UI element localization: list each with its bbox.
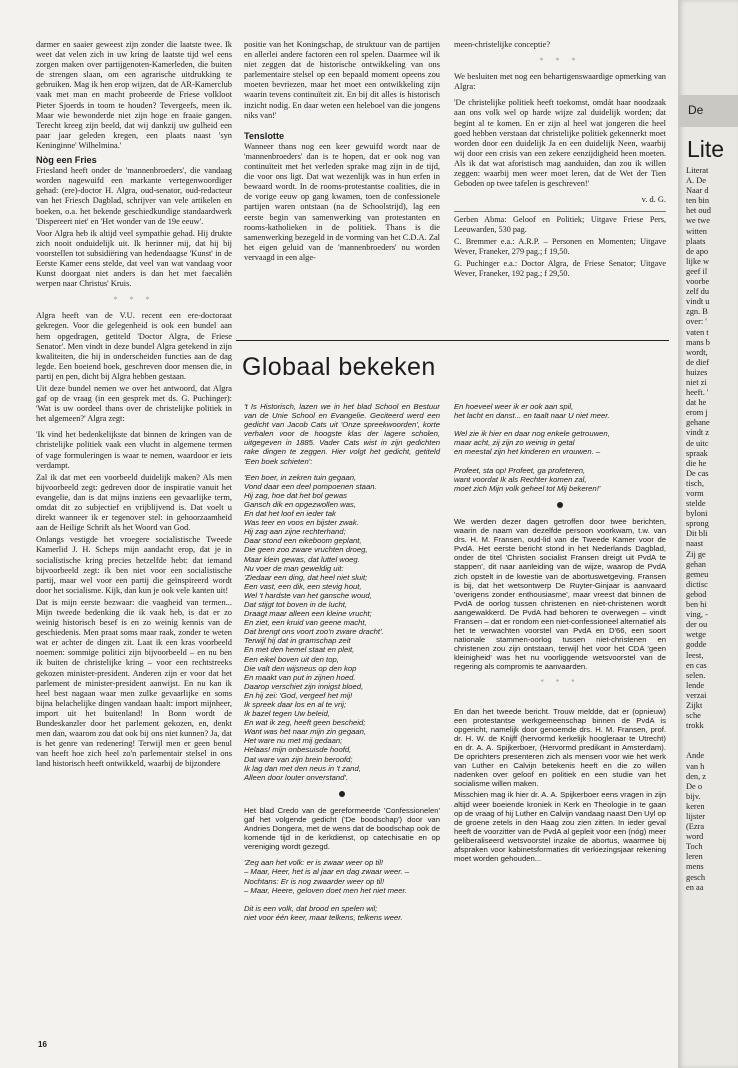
text-line: En wat ik zeg, heeft geen bescheid;	[244, 718, 366, 728]
text-line: zgn. B	[686, 307, 708, 317]
text-line: Dit bli	[686, 529, 708, 539]
text-line: En hij zei: 'God, vergeef het mij!	[244, 690, 353, 700]
text-line: de dief	[686, 357, 710, 367]
text-line: Een eikel boven uit den top,	[244, 654, 339, 664]
text-line: over: '	[686, 317, 707, 327]
text-line: Dit is een volk, dat brood en spelen wil;	[244, 903, 378, 913]
text-line: de apo	[686, 246, 709, 256]
text-line: godde	[686, 640, 707, 650]
text-line: ten bin	[686, 196, 710, 206]
text-line: En ziet, een kruid van geene macht,	[244, 618, 367, 628]
text-line: Ik lag dan met den neus in 't zand,	[244, 763, 361, 773]
text-line: Dat stijgt tot boven in de lucht,	[244, 599, 347, 609]
text-line: gehan	[686, 559, 706, 569]
text-line: Hij zag aan zijne rechterhand;	[244, 527, 346, 537]
text-line: niet zi	[686, 377, 707, 387]
text-line: Toch	[686, 842, 703, 852]
text-line: Zijkt	[686, 700, 703, 710]
text-line: en cas	[686, 660, 707, 670]
text-line: Wel 't hardste van het gansche woud,	[244, 590, 372, 600]
text-line: geef il	[686, 266, 708, 276]
text-line: De cas	[686, 468, 709, 478]
text-line: vorm	[686, 489, 704, 498]
text-line: sprong	[686, 519, 709, 529]
text-line: 'Zeg aan het volk: er is zwaar weer op til!	[244, 858, 384, 868]
paragraph: meen-christelijke conceptie?	[454, 40, 551, 49]
text-line: ben hi	[686, 600, 707, 610]
text-line: leest,	[686, 650, 704, 660]
text-line: heeft. '	[686, 388, 709, 398]
text-line: wordt,	[686, 347, 708, 357]
text-line: Een vast, een dik, een stevig hout,	[244, 581, 362, 591]
paragraph: Uit deze bundel nemen we over het antwoord, dat Algra gaf op de vraag (in een gesprek met ds. G. Puchinger): 'Wat is uw oordeel thans over de christelijke politiek in het algemeen?' Algra zegt:	[36, 384, 232, 424]
box-column-left	[244, 402, 440, 922]
text-line: A. De	[686, 176, 707, 186]
text-line: 'Een boer, in zekren tuin gegaan,	[244, 472, 357, 482]
reference: G. Puchinger e.a.: Doctor Algra, de Friese Senator; Uitgave Wever, Franeker, 192 pag.; f 29,50.	[454, 259, 666, 279]
section-band	[678, 95, 738, 127]
subheading-nog-een-fries: Nòg een Fries	[36, 155, 97, 166]
section-divider: * * *	[540, 677, 580, 687]
text-line: Hij zag, hoe dat het bol gewas	[244, 490, 347, 500]
box-column-right	[454, 402, 666, 865]
box-header	[236, 340, 669, 391]
text-line: voorbe	[686, 277, 710, 287]
text-line: van h	[686, 761, 705, 771]
text-line: stelde	[686, 499, 706, 509]
text-line: Die valt den wijsneus op den kop	[244, 663, 357, 673]
paragraph: We werden dezer dagen getroffen door twee berichten, waarin de naam van dezelfde persoon voorkwam, t.w. van drs. H. M. Fransen, oud-lid van de Tweede Kamer voor de PvdA. Het eerste bericht stond in het Nederlands Dagblad, onder de titel 'Christen socialist Fransen dreigt uit PvdA te stappen', dit naar aanleiding van de wijze, waarop de PvdA zich opstelt in de kwestie van de abortuswetgeving. Fransen is bij, dat het wetsontwerp De Ruyter-Ginjaar is aanvaard 'overigens zonder enthousiasme', maar vreest dat binnen de PvdA de oorlog tussen christenen en niet-christenen wordt aangewakkerd. De PvdA had behoren te overwegen – vindt Fransen – dat er rondom een niet-confessioneel alternatief als het te verwachten voorstel van PvdA en D'66, een soort nationale stammen-oorlog tussen niet-christenen en christenen zou zijn ontstaan, terwijl het voor het CDA 'geen kleinigheid' was het nu voorliggende wetsvoorstel van de regering als compromis te aanvaarden.	[454, 516, 666, 672]
text-line: Daar stond een eikeboom geplant,	[244, 536, 362, 546]
text-line	[686, 731, 738, 741]
text-line: – Maar, Heere, geloven doet men het niet meer.	[244, 885, 407, 895]
text-line: En maakt van put in zijnen hoed.	[244, 672, 356, 682]
text-line: we twe	[686, 216, 710, 226]
text-line: De o	[686, 781, 703, 791]
text-line: Alleen door louter onverstand'.	[244, 772, 349, 782]
text-line: Profeet, sta op! Profeet, ga profeteren,	[454, 465, 586, 475]
text-line: plaats	[686, 236, 706, 246]
text-line: lende	[686, 680, 705, 690]
text-line: Nu voer de man geweldig uit:	[244, 563, 344, 573]
text-line: zelf du	[686, 287, 710, 297]
text-line: Was teer en voos en bijster zwak.	[244, 518, 359, 528]
section-divider: * * *	[539, 56, 581, 66]
column-1	[36, 40, 232, 771]
text-line: bijv.	[686, 791, 701, 801]
text-line: gesch	[686, 872, 706, 882]
paragraph: Voor Algra heb ik altijd veel sympathie gehad. Hij drukte zich nooit onduidelijk uit. Ik herinner mij, dat hij bij voorstellen tot subsidiëring van hedendaagse 'Kunst' in de Eerste Kamer eens stelde, dat veel van wat vandaag voor Kunst doorgaat niet anders is dan het met faecaliën werpen naar Christus' Kruis.	[36, 228, 232, 289]
text-line: erom j	[686, 408, 708, 418]
column-2	[244, 40, 440, 265]
paragraph: 't Is Historisch, lazen we in het blad School en Bestuur van de Unie School en Evangelie. Geciteerd werd een gedicht van Jacob Cats uit 'Onze spreekwoorden', korte verhalen voor de hoogste klas der lagere scholen, uitgegeven in 1885. Vader Cats wist in zijn gedichten rake dingen te zeggen. Hier volgt het gedicht, getiteld 'Een boek schieten':	[244, 402, 440, 466]
page-number: 16	[38, 1040, 47, 1049]
text-line: Maar klein gewas, dat luttel woeg.	[244, 554, 360, 564]
text-line: want voordat Ik als Rechter komen zal,	[454, 474, 587, 484]
text-line: Draagt maar alleen een kleine vrucht;	[244, 609, 372, 619]
text-line: gebod	[686, 589, 707, 599]
text-line: byloni	[686, 509, 708, 519]
text-line: En hoeveel weer ik er ook aan spil,	[454, 402, 574, 411]
quote: 'De christelijke politiek heeft toekomst, omdát haar noodzaak aan ons volk wel op harde wijze zal duidelijk worden; dat begint al te komen. En er zijn al heel wat jongeren die heel goed hebben verstaan dat christelijke politiek gekennerkt moet worden door een duidelijk Ja en een duidelijk Neen, waarbij wij door een crisis van een zekere eenzijdigheid heen moeten. Als ik dat wat aforistisch mag aanduiden, dan zou ik willen zeggen: waarbij men weer moet leren, dat de Wet der Tien Geboden op twee tafelen is geschreven!'	[454, 98, 666, 189]
reference: C. Bremmer e.a.: A.R.P. – Personen en Momenten; Uitgave Wever, Franeker, 279 pag.; f 19,50.	[454, 237, 666, 257]
text-line: naast	[686, 539, 704, 549]
text-line: Daarop verschiet zijn innigst bloed,	[244, 681, 364, 691]
text-line: der ou	[686, 620, 708, 630]
signature: v. d. G.	[641, 195, 666, 205]
text-line: huizes	[686, 367, 708, 377]
paragraph: darmer en saaier geweest zijn zonder die laatste twee. Ik weet dat velen zich in uw kring de laatste tijd wel eens zorgen maken over partijgenoten-Kamerleden, die buiten de strengen slaan, om een agrarische uitdrukking te gebruiken. Mag ik hen erop wijzen, dat de AR-Kamerclub vaak met man en macht probeerde de Friese volkloot Pieter Sjoerds in toom te houden? Tevergeefs, meen ik. Maar wie bewonderde niet zijn hoge en fraaie gangen. Terecht kreeg zijn beeld, dat wij dankzij uw gulheid een paar jaar geleden kregen, een plaats naast 'syn Keninginne' Wilhelmina.'	[36, 40, 232, 150]
text-line: het oud	[686, 206, 711, 216]
text-line: 'Ziedaar een ding, dat heel niet sluit;	[244, 572, 368, 582]
text-line: Dat brengt ons voort zoo'n zware dracht'.	[244, 627, 384, 637]
text-line: Die geen zoo zware vruchten droeg,	[244, 545, 368, 555]
paragraph: En dan het tweede bericht. Trouw meldde, dat er (opnieuw) een protestantse werkgemeenschap binnen de PvdA is opgericht, namelijk door genoemde drs. H. M. Fransen, prof. dr. H. W. de Knijff (hervormd kerkelijk hoogleraar te Utrecht) en dr. A. A. Spijkerboer, (Hervormd predikant in Amsterdam). De oprichters presenteren zich als mensen voor wie het werk van Luther en Calvijn betekenis heeft en die zo willen nadenken over geloof en politiek en een studie van het socialisme willen maken.	[454, 706, 666, 789]
text-line: die he	[686, 458, 707, 468]
text-line: moet zich Mijn volk geheel tot Mij bekeren!'	[454, 483, 601, 493]
adjacent-page	[678, 0, 738, 1068]
text-line: Ande	[686, 751, 705, 761]
text-line: en aa	[686, 882, 704, 892]
quote: 'Ik vind het bedenkelijkste dat binnen de kringen van de christelijke politiek vaak een vlucht in algemene termen of vage formuleringen is waar te nemen, waardoor er iets verdampt.	[36, 430, 232, 470]
text-line: het lacht en danst... en taalt naar U niet meer.	[454, 411, 610, 421]
bullet-divider	[557, 502, 563, 508]
text-line: den, z	[686, 771, 706, 781]
text-line: selen.	[686, 670, 706, 680]
text-line: verzai	[686, 690, 707, 700]
text-line: trokk	[686, 721, 704, 731]
section-divider: * * *	[113, 295, 155, 305]
text-line: de uitc	[686, 438, 709, 448]
text-line: Literat	[686, 166, 709, 175]
page-text	[686, 166, 738, 893]
text-line: Het ware nu met mij gedaan;	[244, 736, 343, 746]
text-line: ving, -	[686, 610, 708, 620]
text-line: Gansch dik en opgezwollen was,	[244, 499, 356, 509]
text-line: En dat het loof en ieder tak	[244, 509, 336, 519]
subheading-tenslotte: Tenslotte	[244, 130, 285, 141]
paragraph: Het blad Credo van de gereformeerde 'Confessionelen' gaf het volgende gedicht ('De boodschap') door van Andries Dongera, met de wens dat de boodschap ook de komende tijd in de kerkdienst, op catechisatie en op vereniging wordt gezegd.	[244, 805, 440, 852]
text-line: vindt u	[686, 297, 710, 307]
text-line: En met den hemel staat en pleit,	[244, 645, 355, 655]
text-line: wetge	[686, 630, 706, 640]
text-line: spraak	[686, 448, 708, 458]
text-line: – Maar, Heer, het is al jaar en dag zwaar weer. –	[244, 867, 410, 877]
text-line: Want was het naar mijn zin gegaan,	[244, 727, 367, 737]
text-line	[454, 457, 666, 466]
band-label: De	[688, 103, 704, 117]
text-line: Vond daar een deel pompoenen staan.	[244, 481, 377, 491]
paragraph: Wanneer thans nog een keer gewuifd wordt naar de 'mannenbroeders' dan is te hopen, dat er ook nog van continuïteit met het verleden sprake mag zijn in de tijd, die voor ons ligt. Dat wat wezenlijk was in hun erfen in bewaard wordt. In de rooms-protestantse coalities, die in de vorige eeuw op gang kwamen, toen de confessionele partijen waren ontstaan (na de Schoolstrijd), lag een eerste begin van samenwerking van protestanten en rooms-katholieken in de politiek. Thans is die samenwerking bezegeld in de vorming van het C.D.A. Zal het eigen geluid van de 'mannenbroeders' nu worden vervaagd in een alge-	[244, 141, 440, 262]
text-line: maar acht, zij zijn zo weinig in getal	[454, 438, 575, 448]
poem-cats	[244, 473, 440, 782]
text-line: Ik bazel tegen Uw beleid,	[244, 709, 330, 719]
text-line: Naar d	[686, 186, 709, 196]
column-3	[454, 40, 666, 281]
quote: Onlangs vestigde het vroegere socialistische Tweede Kamerlid J. H. Scheps mijn aandacht erop, dat je in socialistische kring precies hetzelfde hebt: dat iemand bijvoorbeeld zegt: ik ben niet voor een socialistische partij, maar wel voor een partij die geïnspireerd wordt door het socialisme. Kijk, dan kun je ook vele kanten uit!	[36, 535, 232, 595]
text-line: dictisc	[686, 579, 708, 589]
text-line: dat he	[686, 398, 707, 408]
text-line: Nochtans: Er is nog zwaarder weer op til!	[244, 876, 385, 886]
page-heading: Lite	[687, 136, 725, 162]
quote: Zal ik dat met een voorbeeld duidelijk maken? Als men bijvoorbeeld zegt: gedreven door de inspiratie vanuit het evangelie, dan is dat mijns inziens een gevaarlijke term, omdat dit zo subjectief en vrijblijvend is. Dat voelt u direkt wanneer ik er tegenover stel: in gehoorzaamheid aan de Heilige Schrift als het Woord van God.	[36, 472, 232, 533]
reference: Gerben Abma: Geloof en Politiek; Uitgave Friese Pers, Leeuwarden, 530 pag.	[454, 215, 666, 235]
poem-continuation	[454, 402, 666, 493]
text-line: en meestal zijn het kinderen en vrouwen. –	[454, 447, 601, 457]
paragraph: positie van het Koningschap, de struktuur van de partijen en allerlei andere factoren een rol spelen. Daarmee wil ik niet zeggen dat de historische ontwikkeling van ons parlementaire stelsel op een bepaald moment opeens zou moeten bevriezen, maar het moet een ontwikkeling zijn waarin tevens continuïteit zit. En bij dit alles is historisch inzicht nodig. En daar weten een heleboel van die jongens niks van!'	[244, 40, 440, 120]
text-line: Wel zie ik hier en daar nog enkele getrouwen,	[454, 429, 610, 439]
text-line: tisch,	[686, 478, 704, 488]
text-line: word	[686, 832, 704, 842]
text-line	[454, 420, 666, 429]
paragraph: Friesland heeft onder de 'mannenbroeders', die vandaag worden nagewuifd een markante vertegenwoordiger gehad: (ere)-doctor H. Algra, oud-senator, oud-redacteur van het Friesch Dagblad, schrijver van vele artikelen en boeken, o.a. het bekende geschiedkundige standaardwerk 'Dispereert niet' en 'Het wonder van de 19e eeuw'.	[36, 166, 232, 226]
text-line: niet voor één keer, maar telkens, telkens weer.	[244, 912, 403, 922]
text-line: (Ezra	[686, 822, 705, 832]
text-line: leren	[686, 852, 703, 862]
text-line: keren	[686, 801, 705, 811]
text-line: vaten t	[686, 327, 709, 337]
text-line: witten	[686, 226, 707, 236]
bullet-divider	[339, 791, 345, 797]
box-title: Globaal bekeken	[242, 353, 436, 381]
text-line: sche	[686, 711, 701, 721]
text-line: Dat ware van zijn brein beroofd;	[244, 754, 353, 764]
paragraph: We besluiten met nog een behartigenswaardige opmerking van Algra:	[454, 72, 666, 92]
paragraph: Algra heeft van de V.U. recent een ere-doctoraat gekregen. Voor die gelegenheid is ook een bundel aan hem opgedragen, getiteld 'Doctor Algra, de Friese Senator'. Men vindt in deze bundel Algra getekend in zijn kwaliteiten, die hij in onderscheiden functies aan de dag legde. Een boeiend boek, geschreven door mensen die, in partij en pen, dicht bij Algra hebben gestaan.	[36, 311, 232, 381]
text-line: Terwijl hij dat in gramschap zeit	[244, 636, 351, 646]
text-line: gemeu	[686, 569, 709, 579]
text-line	[244, 895, 440, 904]
text-line: mans b	[686, 337, 710, 347]
text-line	[686, 741, 738, 751]
text-line: gehane	[686, 418, 710, 428]
text-line: lijke w	[686, 256, 710, 266]
poem-boodschap	[244, 858, 440, 922]
text-line: lijster	[686, 812, 706, 821]
text-line: mens	[686, 862, 704, 872]
quote: Dat is mijn eerste bezwaar: die vaagheid van termen... Mijn tweede bedenking die ik vaak heb, is dat er zo weinig historisch besef is en zo weinig kennis van de geschiedenis. Men praat soms maar raak, zonder te weten wat er achter de dingen zit. Laat ik een kras voorbeeld noemen: sommige politici zijn bijvoorbeeld – en nu ben ik buiten de christelijke kring – voor een rechtstreeks gekozen minister-president. Anderen zijn er voor dat het parlement de minister-president aanwijst. En nu kan ik heel best nagaan waar men zulke gevaarlijke en soms bijna belachelijke dingen vandaan haalt: import mijnheer, import uit het buitenland! In Bonn wordt de Bundeskanzler door het parlement gekozen, en, denkt men dan, waarom zou dat ook bij ons niet kunnen? Ja, dat is het genre van redenering! Terwijl men er geen benul van heeft hoe zich heel zo'n parlementair stelsel in ons land historisch heeft ontwikkeld, waarbij de bijzondere	[36, 597, 232, 769]
text-line: Ik spreek daar los en al te vrij;	[244, 700, 347, 709]
divider	[454, 211, 666, 212]
text-line: vindt z	[686, 428, 710, 438]
text-line: Zij ge	[686, 549, 706, 559]
text-line: Helaas! mijn onbesuisde hoofd,	[244, 745, 352, 755]
paragraph: Misschien mag ik hier dr. A. A. Spijkerboer eens vragen in zijn altijd weer boeiende kroniek in Kerk en Theologie in te gaan op de vraag of hij Luther en Calvijn vandaag naast Den Uyl op de groene zetels in den Haag zou zien zitten. In ieder geval heeft de voorzitter van de PvdA al gepleit voor een (nóg) meer geliberaliseerd wetsvoorstel inzake de abortus, waarmee bij afspraken voor kabinetsformaties dit verkiezingsjaar rekening moet worden gehouden...	[454, 790, 666, 864]
